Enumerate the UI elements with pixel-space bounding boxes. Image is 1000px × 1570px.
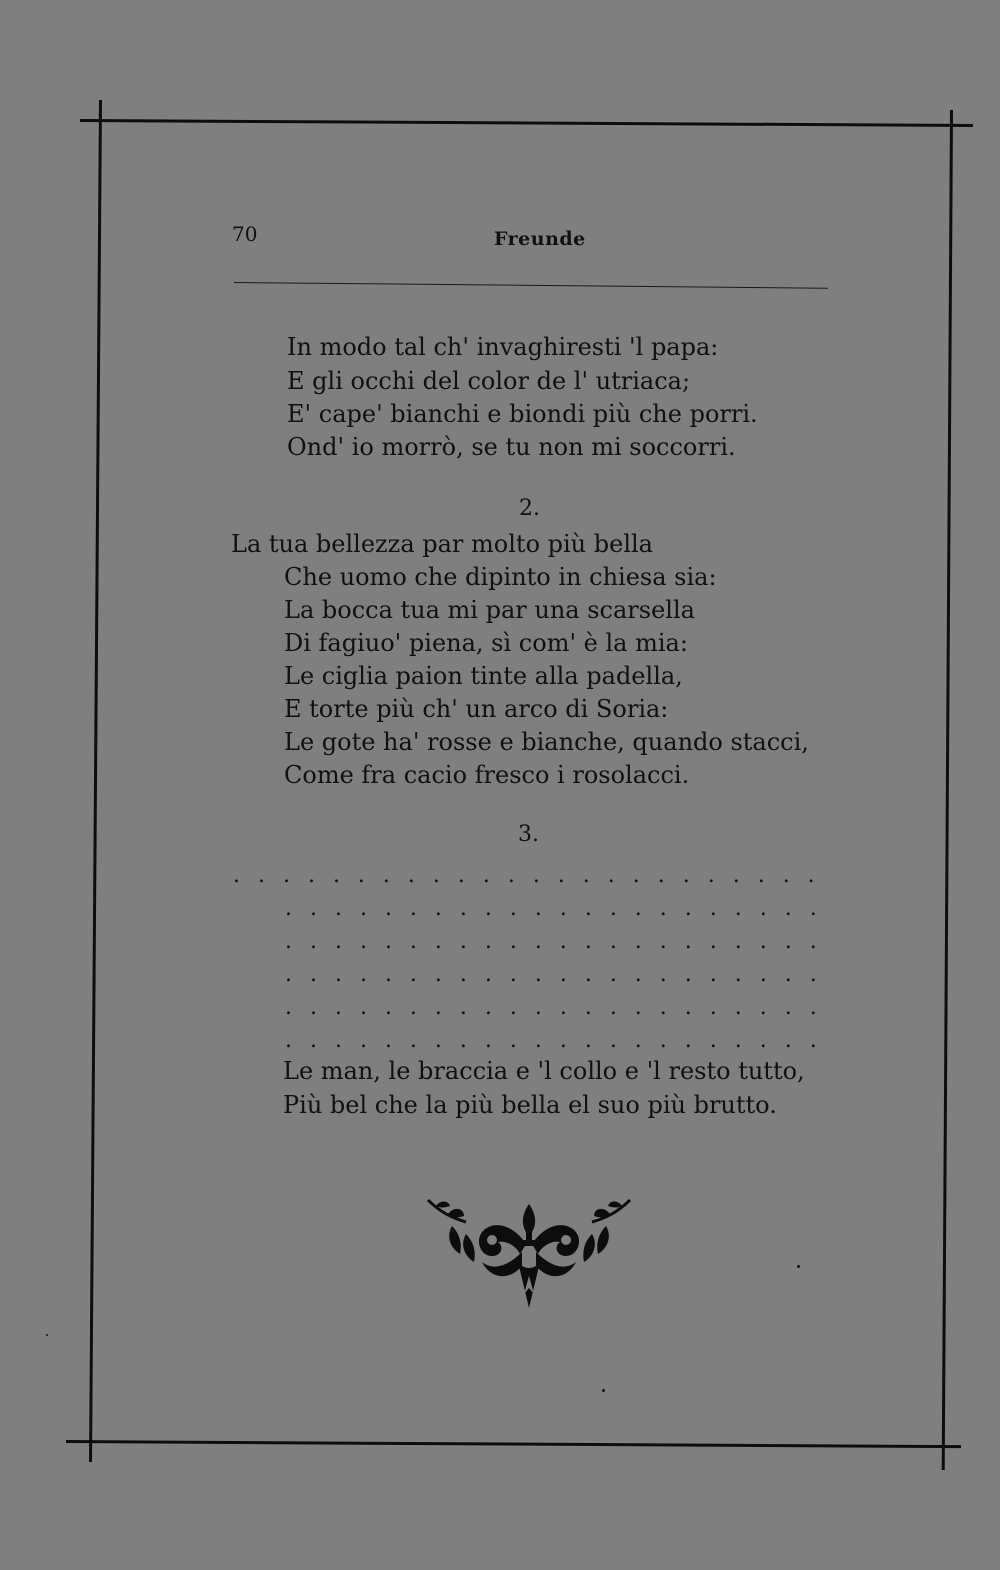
elision-dots-row: . . . . . . . . . . . . . . . . . . . . . . — [285, 962, 817, 987]
elision-dots-row: . . . . . . . . . . . . . . . . . . . . . . . . — [233, 863, 815, 888]
scan-speck — [797, 1265, 800, 1268]
elision-dots-row: . . . . . . . . . . . . . . . . . . . . . . — [285, 896, 817, 921]
page-number: 70 — [232, 222, 258, 246]
elision-dots-row: . . . . . . . . . . . . . . . . . . . . . . — [285, 995, 817, 1020]
verse-line: Di fagiuo' piena, sì com' è la mia: — [284, 629, 688, 657]
frame-bottom-rule — [66, 1440, 961, 1448]
frame-left-rule — [89, 100, 102, 1462]
verse-line: Ond' io morrò, se tu non mi soccorri. — [287, 433, 736, 461]
verse-line: In modo tal ch' invaghiresti 'l papa: — [287, 333, 719, 361]
running-head: Freunde — [494, 228, 586, 250]
verse-line: La tua bellezza par molto più bella — [231, 530, 653, 558]
verse-line: E' cape' bianchi e biondi più che porri. — [287, 400, 758, 428]
frame-top-rule — [80, 119, 973, 127]
verse-line: Come fra cacio fresco i rosolacci. — [284, 761, 690, 789]
elision-dots-row: . . . . . . . . . . . . . . . . . . . . . . — [285, 929, 817, 954]
stanza-number: 3. — [518, 822, 539, 847]
scan-speck — [602, 1389, 605, 1392]
fleur-de-lis-vignette-icon — [426, 1196, 632, 1312]
scan-speck — [46, 1334, 48, 1336]
verse-line: La bocca tua mi par una scarsella — [284, 596, 695, 624]
verse-line: Le ciglia paion tinte alla padella, — [284, 662, 683, 690]
verse-line: E torte più ch' un arco di Soria: — [284, 695, 669, 723]
verse-line: E gli occhi del color de l' utriaca; — [287, 367, 691, 395]
verse-line: Le gote ha' rosse e bianche, quando stacci, — [284, 728, 809, 756]
elision-dots-row: . . . . . . . . . . . . . . . . . . . . . . — [285, 1028, 817, 1053]
stanza-number: 2. — [519, 496, 540, 521]
verse-line: Più bel che la più bella el suo più brutto. — [283, 1091, 777, 1119]
verse-line: Che uomo che dipinto in chiesa sia: — [284, 563, 717, 591]
frame-right-rule — [942, 110, 953, 1470]
verse-line: Le man, le braccia e 'l collo e 'l resto tutto, — [283, 1057, 805, 1085]
header-rule — [234, 282, 828, 289]
